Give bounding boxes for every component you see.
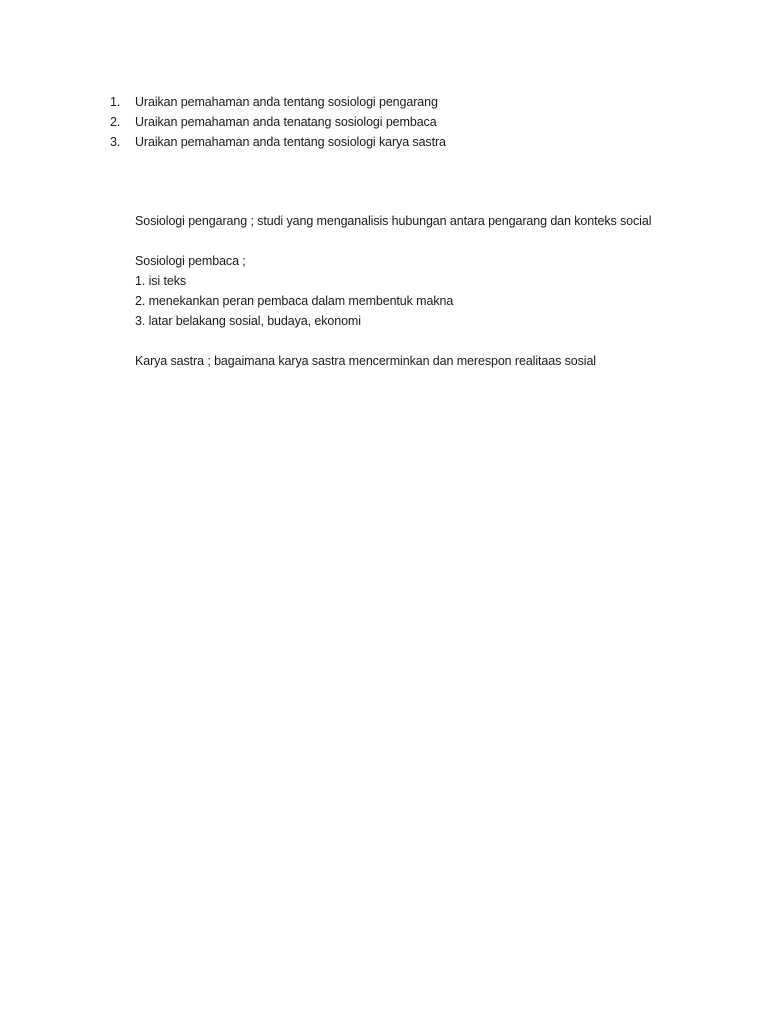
question-item [110,112,446,132]
answer-pengarang: Sosiologi pengarang ; studi yang menganalisis hubungan antara pengarang dan konteks social [135,214,652,228]
answer-pembaca-item: 3. latar belakang sosial, budaya, ekonomi [135,314,361,328]
answer-pembaca-heading: Sosiologi pembaca ; [135,254,246,268]
question-text: Uraikan pemahaman anda tentang sosiologi pengarang [135,95,438,109]
answer-pembaca-item: 2. menekankan peran pembaca dalam membentuk makna [135,294,454,308]
question-number: 2. [110,115,121,129]
paragraph-gap [135,231,755,251]
question-number: 3. [110,135,121,149]
question-number: 1. [110,95,121,109]
question-list [110,92,446,152]
answer-pembaca-item: 1. isi teks [135,274,186,288]
question-item [110,92,446,112]
answer-karya: Karya sastra ; bagaimana karya sastra mencerminkan dan merespon realitaas sosial [135,354,596,368]
question-text: Uraikan pemahaman anda tenatang sosiologi pembaca [135,115,437,129]
answer-section [135,211,755,371]
paragraph-gap [135,331,755,351]
question-text: Uraikan pemahaman anda tentang sosiologi karya sastra [135,135,446,149]
question-item [110,132,446,152]
